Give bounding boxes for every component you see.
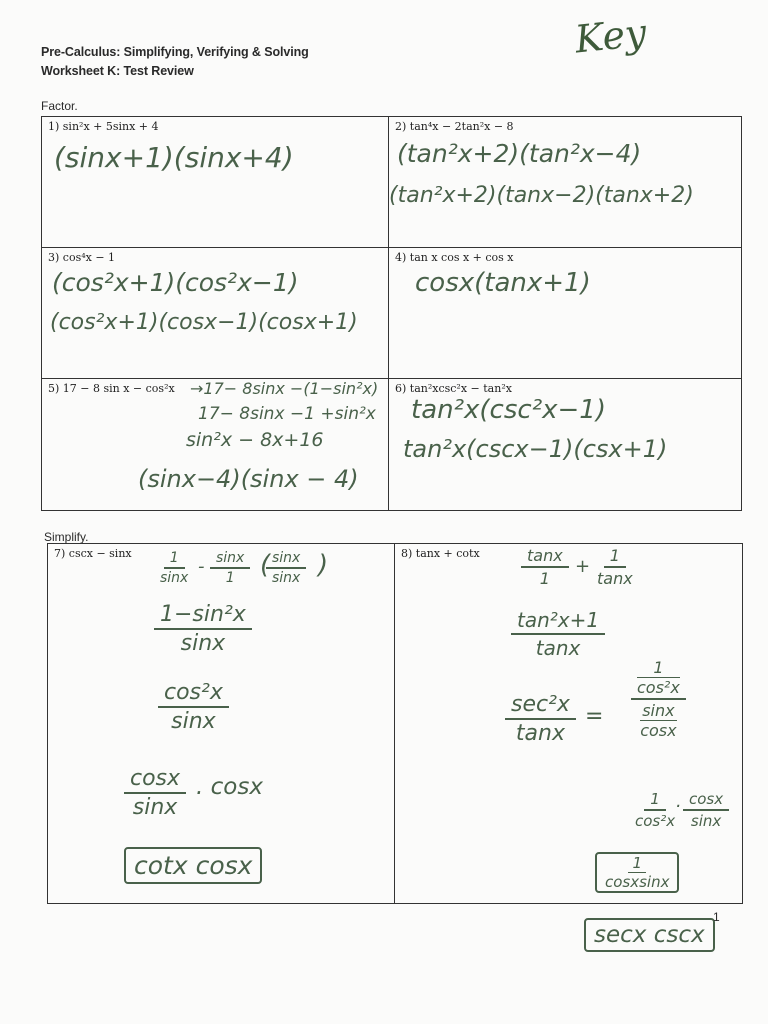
p8-complex-den-bottom: cosx (640, 721, 677, 740)
problem-2-work-line2: (tan²x+2)(tanx−2)(tanx+2) (389, 183, 694, 208)
p8-boxed-step (595, 852, 679, 893)
problem-6-prompt: 6) tan²xcsc²x − tan²x (395, 382, 512, 395)
p7-step1-frac-c (266, 550, 306, 586)
p7-step4-den: sinx (132, 795, 178, 820)
p8-step5-dot: · (675, 796, 681, 817)
p8-step5-den-a: cos²x (635, 812, 676, 830)
problem-7-prompt: 7) cscx − sinx (54, 547, 132, 560)
problem-2-prompt: 2) tan⁴x − 2tan²x − 8 (395, 120, 514, 133)
p7-final-answer: cotx cosx (124, 847, 262, 884)
problem-5-cell (42, 379, 389, 510)
p8-step1-frac-b (591, 546, 639, 588)
problem-5-work-line4: (sinx−4)(sinx − 4) (138, 465, 359, 493)
problem-1-cell (42, 117, 389, 248)
problem-2-cell (389, 117, 741, 248)
p8-final-answer: secx cscx (584, 918, 715, 952)
problem-6-work-line1: tan²x(csc²x−1) (411, 395, 606, 425)
p7-step3-frac (158, 680, 229, 734)
p8-step5-num-a: 1 (644, 790, 666, 811)
problem-4-cell (389, 248, 741, 379)
p7-step1-frac-b (210, 550, 250, 586)
p8-step2-den: tanx (535, 636, 581, 660)
problem-4-work: cosx(tanx+1) (415, 268, 591, 298)
p8-step5-den-b: sinx (690, 812, 722, 830)
p8-step2-num: tan²x+1 (511, 608, 605, 635)
p8-boxed-den: cosxsinx (605, 873, 670, 891)
p8-complex-num-top: 1 (653, 658, 664, 677)
problem-1-prompt: 1) sin²x + 5sinx + 4 (48, 120, 159, 133)
problem-5-work-line2: 17− 8sinx −1 +sin²x (198, 404, 376, 424)
p7-step1-num-a: 1 (164, 550, 185, 569)
p7-step2-den: sinx (180, 631, 226, 656)
p7-step1-den-c: sinx (272, 570, 301, 586)
p8-boxed-num: 1 (628, 854, 646, 873)
problem-5-work-line1: →17− 8sinx −(1−sin²x) (190, 379, 379, 398)
p8-step3-num: sec²x (505, 692, 576, 720)
p7-step1-paren-open: ( (260, 550, 271, 580)
problem-5-prompt: 5) 17 − 8 sin x − cos²x (48, 382, 175, 395)
p7-step1-frac-a (154, 550, 194, 586)
p7-step1-num-b: sinx (210, 550, 250, 569)
p8-step1-den-a: 1 (539, 569, 550, 588)
p8-step3-equals: = (585, 704, 604, 729)
problem-3-work-line1: (cos²x+1)(cos²x−1) (52, 268, 299, 297)
p7-step1-paren-close: ) (318, 550, 329, 580)
problem-8-prompt: 8) tanx + cotx (401, 547, 480, 560)
p8-step1-num-a: tanx (521, 546, 569, 568)
p7-step2-num: 1−sin²x (154, 602, 252, 630)
p8-step1-frac-a (521, 546, 569, 588)
p8-step5-num-b: cosx (683, 790, 729, 811)
factor-label: Factor. (41, 99, 78, 113)
p8-step3-frac (505, 692, 576, 746)
problem-8-cell (395, 544, 742, 903)
problem-6-cell (389, 379, 741, 510)
worksheet-title: Pre-Calculus: Simplifying, Verifying & Solving (41, 45, 309, 59)
p8-step5-frac-a (629, 790, 681, 830)
problem-1-work: (sinx+1)(sinx+4) (54, 141, 294, 174)
p7-step1-minus: - (198, 556, 205, 577)
simplify-grid (47, 543, 743, 904)
p7-step1-den-b: 1 (225, 570, 235, 586)
p8-step1-num-b: 1 (604, 546, 626, 568)
factor-grid (41, 116, 742, 511)
p7-step1-den-a: sinx (160, 570, 189, 586)
p7-step1-num-c: sinx (266, 550, 306, 569)
p7-step4-times-cosx: . cosx (196, 774, 263, 800)
worksheet-subtitle: Worksheet K: Test Review (41, 64, 194, 78)
problem-3-cell (42, 248, 389, 379)
p7-step4-num: cosx (124, 766, 186, 794)
p8-step1-plus: + (575, 556, 591, 577)
p8-complex-num-wrap (631, 658, 686, 700)
p8-complex-frac (631, 658, 686, 740)
p8-complex-den-wrap (634, 700, 682, 740)
simplify-label: Simplify. (44, 530, 89, 544)
problem-4-prompt: 4) tan x cos x + cos x (395, 251, 514, 264)
problem-7-cell (48, 544, 395, 903)
p8-complex-num-bottom: cos²x (637, 678, 680, 697)
p8-complex-den-top: sinx (642, 701, 675, 720)
problem-3-work-line2: (cos²x+1)(cosx−1)(cosx+1) (50, 310, 358, 335)
problem-6-work-line2: tan²x(cscx−1)(csx+1) (403, 435, 668, 463)
p8-step5-frac-b (683, 790, 729, 830)
p7-step3-num: cos²x (158, 680, 229, 708)
problem-5-work-line3: sin²x − 8x+16 (186, 429, 324, 451)
p7-step3-den: sinx (171, 709, 216, 734)
p8-step1-den-b: tanx (597, 569, 633, 588)
p8-step3-den: tanx (515, 721, 565, 746)
problem-2-work-line1: (tan²x+2)(tan²x−4) (397, 139, 642, 168)
p7-step4-frac (124, 766, 186, 820)
p8-step2-frac (511, 608, 605, 660)
p7-step2-frac (154, 602, 252, 656)
problem-3-prompt: 3) cos⁴x − 1 (48, 251, 116, 264)
page-number: 1 (713, 910, 720, 924)
key-annotation: Key (572, 10, 649, 62)
